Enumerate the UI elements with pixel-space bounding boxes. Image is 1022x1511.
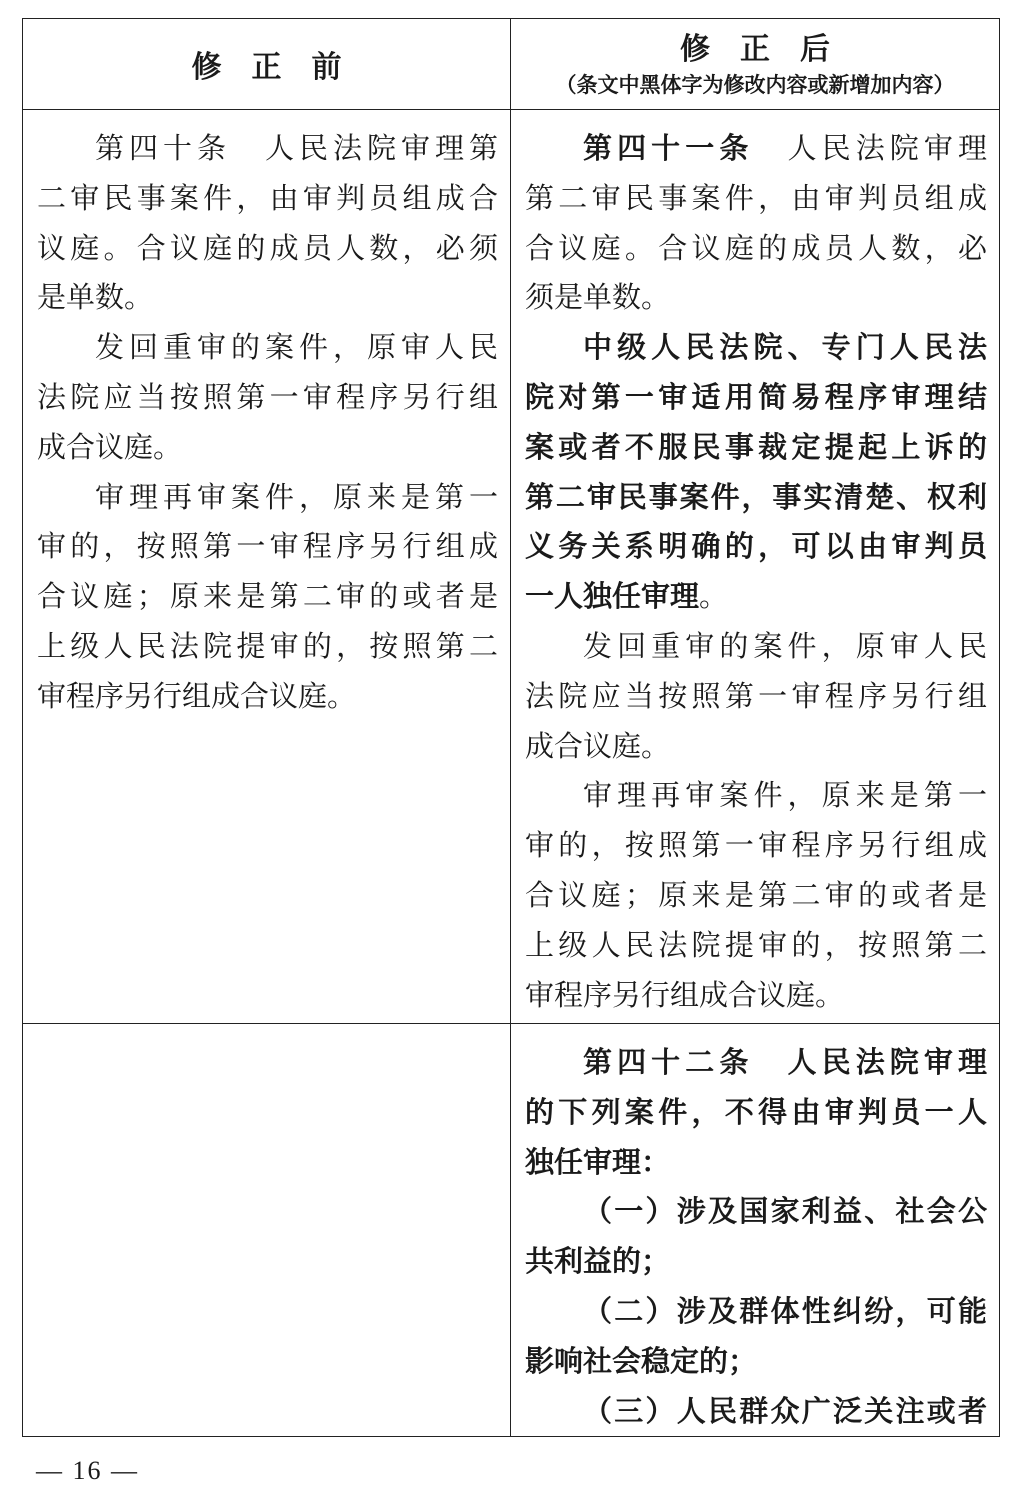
after-title: 修 正 后 xyxy=(680,32,830,67)
after-bold-line: 第四十二条 人民法院审理 xyxy=(583,1045,987,1079)
before-line: 法院应当按照第一审程序另行组 xyxy=(37,379,498,414)
after-line: 合议庭。合议庭的成员人数，必 xyxy=(525,230,987,265)
before-line: 合议庭；原来是第二审的或者是 xyxy=(37,579,498,614)
after-bold-line: 中级人民法院、专门人民法 xyxy=(583,330,987,365)
before-line: 议庭。合议庭的成员人数，必须 xyxy=(37,230,498,265)
after-bold-line: 的下列案件，不得由审判员一人 xyxy=(525,1094,987,1129)
header-row xyxy=(23,19,1000,110)
page-number: — 16 — xyxy=(36,1456,139,1485)
after-line xyxy=(525,124,987,174)
before-line: 上级人民法院提审的，按照第二 xyxy=(37,628,498,663)
after-bold-line: 义务关系明确的，可以由审判员 xyxy=(525,529,987,564)
after-bold-line: 院对第一审适用简易程序审理结 xyxy=(525,379,987,414)
after-cell-2 xyxy=(511,1024,1000,1437)
before-line: 是单数。 xyxy=(37,280,154,315)
before-line: 审程序另行组成合议庭。 xyxy=(37,678,357,713)
after-line-text: 人民法院审理 xyxy=(753,131,987,165)
before-cell-2-empty xyxy=(23,1024,511,1437)
after-header xyxy=(511,19,1000,110)
after-bold-line: （二）涉及群体性纠纷，可能 xyxy=(583,1293,987,1328)
after-line: 审理再审案件，原来是第一 xyxy=(583,778,987,813)
after-bold-line: 共利益的； xyxy=(525,1244,671,1279)
after-bold-line: 独任审理： xyxy=(525,1144,671,1179)
article-row-2 xyxy=(23,1024,1000,1437)
after-line: 审程序另行组成合议庭。 xyxy=(525,977,845,1012)
before-line: 发回重审的案件，原审人民 xyxy=(95,330,498,365)
after-line: 发回重审的案件，原审人民 xyxy=(583,628,987,663)
after-bold-line: （一）涉及国家利益、社会公 xyxy=(583,1194,987,1229)
after-bold-line: 案或者不服民事裁定提起上诉的 xyxy=(525,429,987,464)
after-line: 法院应当按照第一审程序另行组 xyxy=(525,678,987,713)
after-bold-text: 一人独任审理 xyxy=(525,579,700,614)
after-bold-line: 第二审民事案件，事实清楚、权利 xyxy=(525,479,987,514)
article-row-1 xyxy=(23,110,1000,1024)
before-line: 成合议庭。 xyxy=(37,429,183,464)
before-line: 二审民事案件，由审判员组成合 xyxy=(37,180,498,215)
before-title: 修 正 前 xyxy=(191,50,342,85)
after-bold-line: 影响社会稳定的； xyxy=(525,1343,758,1378)
after-line: 上级人民法院提审的，按照第二 xyxy=(525,927,987,962)
after-line: 须是单数。 xyxy=(525,280,671,315)
before-line: 审理再审案件，原来是第一 xyxy=(95,479,498,514)
after-note: （条文中黑体字为修改内容或新增加内容） xyxy=(555,72,955,97)
article-label: 第四十一条 xyxy=(583,131,754,165)
before-line: 审的，按照第一审程序另行组成 xyxy=(37,529,498,564)
after-line: 合议庭；原来是第二审的或者是 xyxy=(525,877,987,912)
before-line: 第四十条 人民法院审理第 xyxy=(95,131,498,165)
before-header xyxy=(23,19,511,110)
comparison-table xyxy=(22,18,1000,1437)
after-bold-line: （三）人民群众广泛关注或者 xyxy=(583,1393,987,1428)
after-bold-line-end xyxy=(525,572,987,622)
after-period: 。 xyxy=(699,579,729,614)
after-line: 审的，按照第一审程序另行组成 xyxy=(525,828,987,863)
after-cell-1 xyxy=(511,110,1000,1024)
after-line: 第二审民事案件，由审判员组成 xyxy=(525,180,987,215)
before-cell-1 xyxy=(23,110,511,1024)
after-line: 成合议庭。 xyxy=(525,728,671,763)
